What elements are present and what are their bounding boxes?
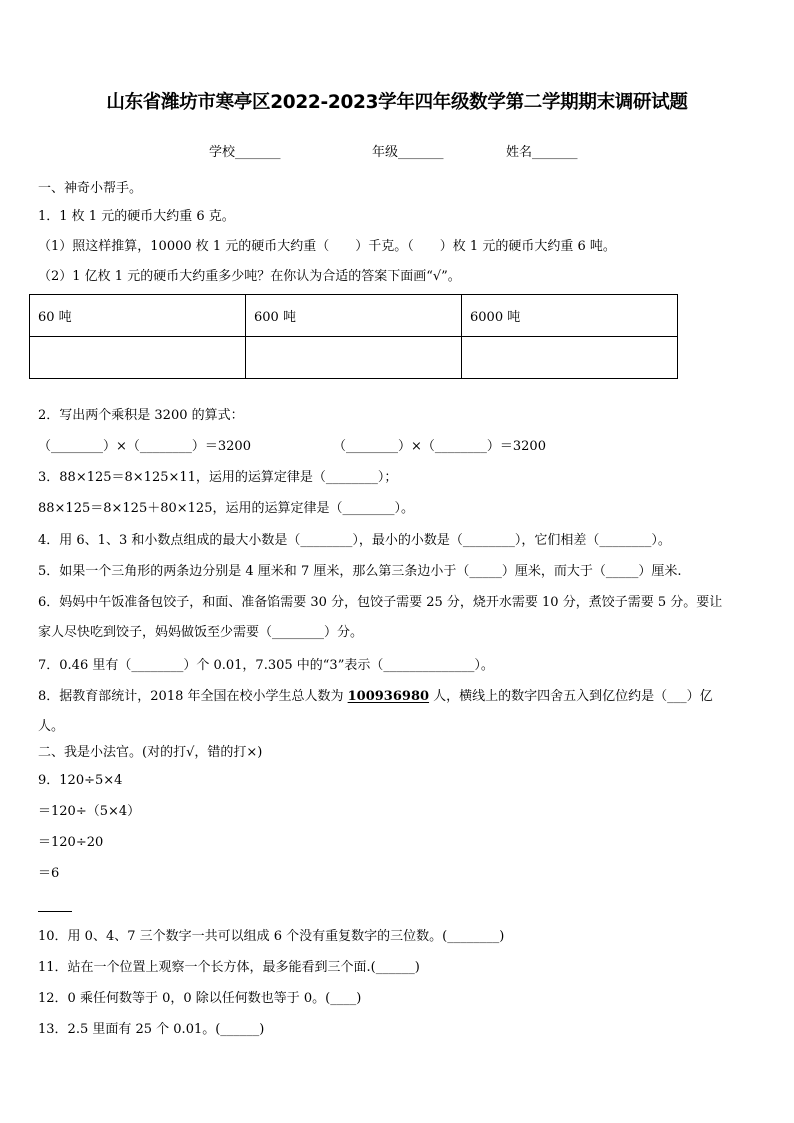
question-8-underlined-number: 100936980: [347, 689, 430, 704]
question-2-stem: 2．写出两个乘积是 3200 的算式：: [38, 408, 244, 423]
question-4: 4．用 6、1、3 和小数点组成的最大小数是（________），最小的小数是（________），它们相差（________）。: [38, 533, 671, 548]
question-5: 5．如果一个三角形的两条边分别是 4 厘米和 7 厘米，那么第三条边小于（_____）厘米，而大于（_____）厘米.: [38, 564, 682, 579]
question-2-expression-right: （________）×（________）＝3200: [333, 439, 546, 454]
section2-heading: 二、我是小法官。(对的打√，错的打×): [38, 745, 263, 760]
question-2-expression-left: （________）×（________）＝3200: [38, 439, 251, 454]
question-9-line-1: 9．120÷5×4: [38, 773, 123, 788]
page-title: 山东省潍坊市寒亭区2022-2023学年四年级数学第二学期期末调研试题: [106, 92, 688, 113]
question-10: 10．用 0、4、7 三个数字一共可以组成 6 个没有重复数字的三位数。(________): [38, 929, 505, 944]
question-12: 12．0 乘任何数等于 0，0 除以任何数也等于 0。(____): [38, 991, 362, 1006]
question-9-answer-blank[interactable]: [38, 911, 72, 912]
table-header-row: [30, 295, 678, 337]
question-7: 7．0.46 里有（________）个 0.01，7.305 中的“3”表示（______________）。: [38, 658, 494, 673]
answer-cell-600[interactable]: [246, 337, 462, 379]
question-6-line-1: 6．妈妈中午饭准备包饺子，和面、准备馅需要 30 分，包饺子需要 25 分，烧开水需要 10 分，煮饺子需要 5 分。要让: [38, 595, 723, 610]
grade-field: 年级_______: [372, 145, 444, 160]
question-13: 13．2.5 里面有 25 个 0.01。(______): [38, 1022, 265, 1037]
table-cell-600: 600 吨: [246, 295, 462, 337]
table-cell-6000: 6000 吨: [462, 295, 678, 337]
question-8-text-after: 人，横线上的数字四舍五入到亿位约是（___）亿: [429, 689, 713, 704]
question-3-line-1: 3．88×125＝8×125×11，运用的运算定律是（________）；: [38, 470, 398, 485]
school-field: 学校_______: [209, 145, 281, 160]
question-9-line-3: ＝120÷20: [38, 835, 104, 850]
question-11: 11．站在一个位置上观察一个长方体，最多能看到三个面.(______): [38, 960, 420, 975]
question-9-line-2: ＝120÷（5×4）: [38, 804, 141, 819]
section1-heading: 一、神奇小帮手。: [38, 181, 143, 196]
name-field: 姓名_______: [506, 145, 578, 160]
question-1-part-1: （1）照这样推算，10000 枚 1 元的硬币大约重（ ）千克。（ ）枚 1 元的硬币大约重 6 吨。: [38, 239, 616, 254]
question-3-line-2: 88×125＝8×125＋80×125，运用的运算定律是（________）。: [38, 501, 414, 516]
question-1-part-2: （2）1 亿枚 1 元的硬币大约重多少吨？在你认为合适的答案下面画“√”。: [38, 269, 461, 284]
question-8-line-1: [38, 688, 713, 706]
question-6-line-2: 家人尽快吃到饺子，妈妈做饭至少需要（________）分。: [38, 625, 364, 640]
table-answer-row: [30, 337, 678, 379]
question-8-text-before: 8．据教育部统计，2018 年全国在校小学生总人数为: [38, 689, 348, 704]
answer-cell-6000[interactable]: [462, 337, 678, 379]
question-8-line-2: 人。: [38, 719, 65, 734]
answer-table: [29, 294, 678, 379]
table-cell-60: 60 吨: [30, 295, 246, 337]
question-9-line-4: ＝6: [38, 866, 60, 881]
answer-cell-60[interactable]: [30, 337, 246, 379]
question-1-stem: 1．1 枚 1 元的硬币大约重 6 克。: [38, 209, 235, 224]
